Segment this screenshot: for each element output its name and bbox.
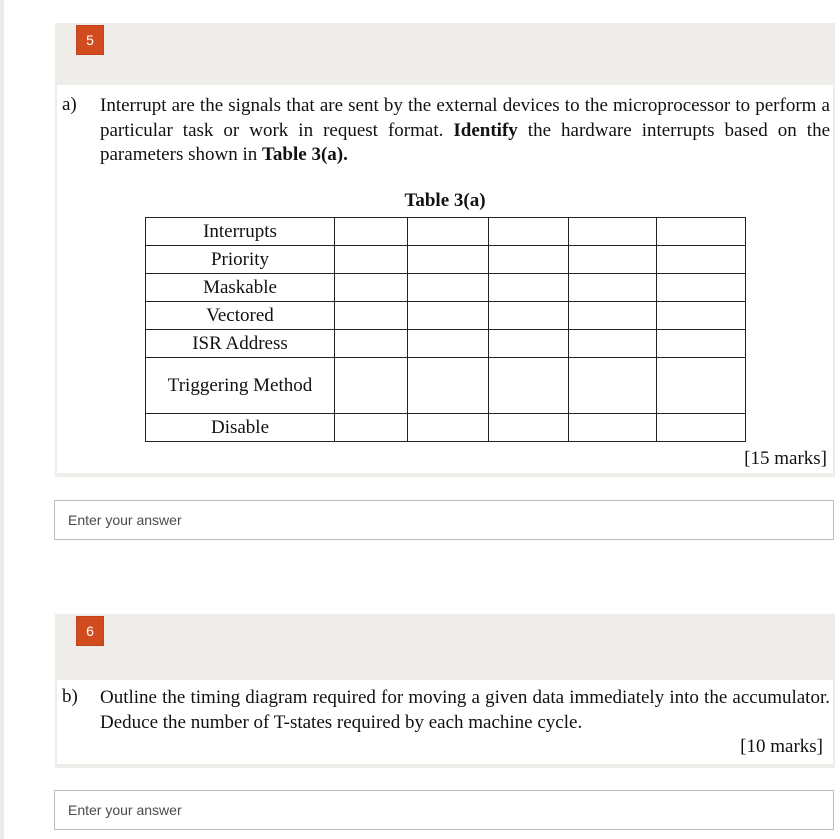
table-cell <box>335 274 408 302</box>
table-cell <box>335 330 408 358</box>
question-text-bold: Identify <box>453 119 518 141</box>
question-part-label: b) <box>62 686 78 707</box>
table-cell <box>568 302 656 330</box>
table-row <box>146 218 746 246</box>
table-row <box>146 246 746 274</box>
question-text-bold: Table 3(a). <box>261 144 348 165</box>
row-label: Vectored <box>146 302 335 330</box>
table-cell <box>656 358 745 414</box>
table-cell <box>488 246 568 274</box>
answer-input[interactable] <box>54 500 834 540</box>
table-row <box>146 330 746 358</box>
table-row <box>146 358 746 414</box>
table-row <box>146 414 746 442</box>
table-cell <box>488 218 568 246</box>
row-label: Triggering Method <box>146 358 335 414</box>
table-cell <box>407 302 488 330</box>
row-label: Disable <box>146 414 335 442</box>
table-cell <box>335 218 408 246</box>
table-cell <box>335 246 408 274</box>
table-cell <box>488 274 568 302</box>
question-number-badge: 5 <box>76 25 104 55</box>
row-label: Priority <box>146 246 335 274</box>
question-5-body <box>55 85 835 477</box>
table-cell <box>335 358 408 414</box>
row-label: Maskable <box>146 274 335 302</box>
table-cell <box>656 274 745 302</box>
table-cell <box>407 414 488 442</box>
table-cell <box>656 330 745 358</box>
table-cell <box>407 246 488 274</box>
table-cell <box>656 246 745 274</box>
answer-input[interactable] <box>54 790 834 830</box>
table-cell <box>335 414 408 442</box>
row-label: Interrupts <box>146 218 335 246</box>
question-number-badge: 6 <box>76 616 104 646</box>
table-row <box>146 302 746 330</box>
table-cell <box>335 302 408 330</box>
marks-label: [15 marks] <box>744 448 827 469</box>
question-text-part: Interrupt are the signals that are sent by the external devices to the microprocessor to perform a particular task or work in request format. <box>100 95 830 141</box>
row-label: ISR Address <box>146 330 335 358</box>
table-cell <box>568 330 656 358</box>
interrupt-parameters-table <box>145 217 746 442</box>
table-row <box>146 274 746 302</box>
table-cell <box>568 218 656 246</box>
marks-label: [10 marks] <box>740 736 823 757</box>
table-cell <box>407 218 488 246</box>
question-5-header <box>55 23 835 85</box>
table-cell <box>656 414 745 442</box>
table-cell <box>407 274 488 302</box>
table-cell <box>488 414 568 442</box>
table-cell <box>488 302 568 330</box>
table-cell <box>568 414 656 442</box>
page-left-rail <box>0 0 4 839</box>
table-cell <box>568 246 656 274</box>
question-6-text: Outline the timing diagram required for moving a given data immediately into the accumulator. Deduce the number of T-states required by each machine cycle. <box>100 687 830 733</box>
question-5-text <box>100 94 830 168</box>
table-cell <box>407 358 488 414</box>
question-6-header <box>55 614 835 680</box>
table-cell <box>568 274 656 302</box>
table-cell <box>656 218 745 246</box>
table-cell <box>656 302 745 330</box>
table-cell <box>488 330 568 358</box>
table-caption: Table 3(a) <box>404 190 486 211</box>
table-cell <box>568 358 656 414</box>
question-text-part: the hardware interrupts based on the parameters shown in <box>100 119 831 165</box>
table-cell <box>407 330 488 358</box>
question-part-label: a) <box>62 94 77 115</box>
table-cell <box>488 358 568 414</box>
question-6-body <box>55 680 835 768</box>
